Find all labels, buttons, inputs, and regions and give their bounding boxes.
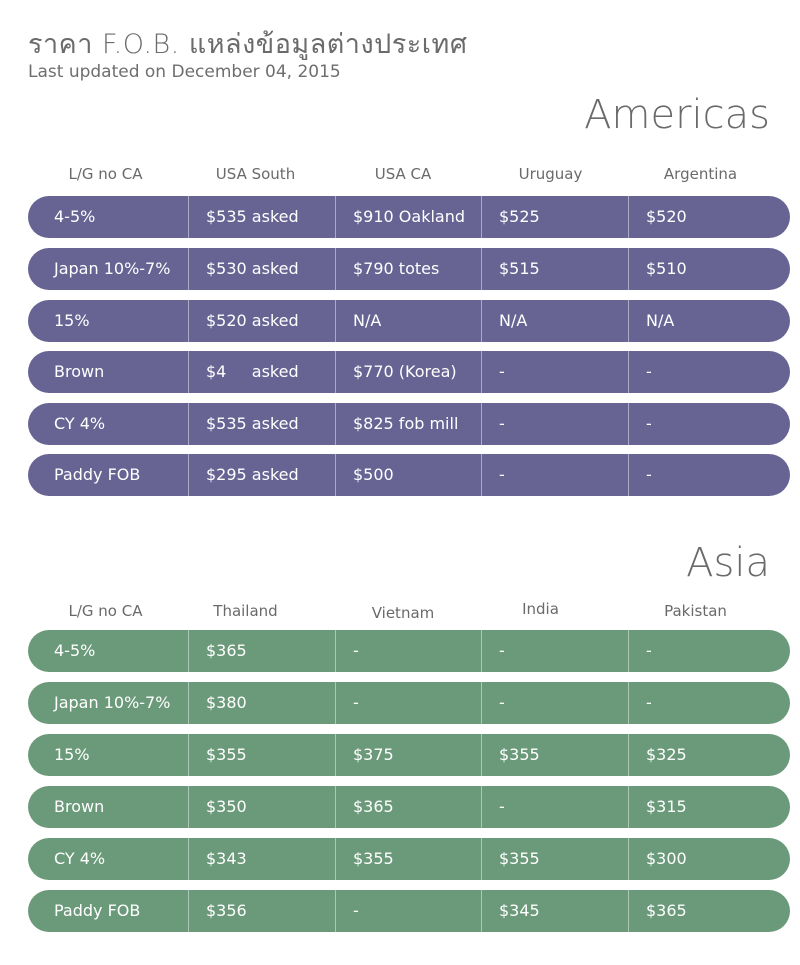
price-cell: $365 [188, 630, 335, 672]
price-cell: - [628, 630, 790, 672]
row-label: Paddy FOB [54, 901, 141, 920]
asia-header-india: India [522, 600, 559, 618]
price-cell: - [335, 890, 481, 932]
price-cell: - [628, 351, 790, 393]
price-cell: $525 [481, 196, 628, 238]
asia-header-pakistan: Pakistan [664, 602, 727, 620]
price-cell: N/A [481, 300, 628, 342]
price-cell: $530 asked [188, 248, 335, 290]
americas-header-usa-ca: USA CA [374, 165, 432, 183]
price-cell: $510 [628, 248, 790, 290]
price-cell: $355 [188, 734, 335, 776]
americas-row-15 [28, 300, 790, 342]
price-cell: $535 asked [188, 403, 335, 445]
americas-header-usa-south: USA South [215, 165, 296, 183]
price-cell: - [481, 403, 628, 445]
price-cell: $295 asked [188, 454, 335, 496]
page-title: ราคา F.O.B. แหล่งข้อมูลต่างประเทศ [28, 29, 468, 60]
price-cell: $365 [628, 890, 790, 932]
price-cell: $825 fob mill [335, 403, 481, 445]
americas-row-4-5 [28, 196, 790, 238]
price-cell: $535 asked [188, 196, 335, 238]
price-cell: - [628, 403, 790, 445]
last-updated-text: Last updated on December 04, 2015 [28, 62, 341, 82]
price-cell: - [481, 454, 628, 496]
americas-header-argentina: Argentina [663, 165, 738, 183]
price-cell: $350 [188, 786, 335, 828]
price-cell: N/A [335, 300, 481, 342]
price-cell: - [628, 682, 790, 724]
price-cell: $345 [481, 890, 628, 932]
row-label: 4-5% [54, 641, 96, 660]
price-cell: - [481, 786, 628, 828]
price-cell: $4 asked [188, 351, 335, 393]
row-label: Brown [54, 362, 105, 381]
row-label: Brown [54, 797, 105, 816]
price-cell: $500 [335, 454, 481, 496]
price-cell: - [628, 454, 790, 496]
price-cell: $325 [628, 734, 790, 776]
price-cell: $380 [188, 682, 335, 724]
asia-row-paddy [28, 890, 790, 932]
price-cell: - [481, 630, 628, 672]
row-label: 15% [54, 745, 90, 764]
price-cell: $315 [628, 786, 790, 828]
americas-header-uruguay: Uruguay [518, 165, 583, 183]
price-cell: $365 [335, 786, 481, 828]
row-label: 4-5% [54, 207, 96, 226]
asia-row-cy [28, 838, 790, 880]
americas-row-cy [28, 403, 790, 445]
price-cell: N/A [628, 300, 790, 342]
asia-row-15 [28, 734, 790, 776]
asia-header-grade: L/G no CA [68, 602, 143, 620]
price-cell: - [335, 682, 481, 724]
price-cell: $355 [481, 734, 628, 776]
asia-header-thailand: Thailand [213, 602, 278, 620]
price-cell: $520 [628, 196, 790, 238]
price-cell: - [335, 630, 481, 672]
price-cell: $375 [335, 734, 481, 776]
price-cell: $355 [481, 838, 628, 880]
asia-header-row [28, 602, 790, 626]
price-cell: - [481, 682, 628, 724]
price-cell: $520 asked [188, 300, 335, 342]
americas-title: Americas [584, 92, 770, 138]
americas-row-paddy [28, 454, 790, 496]
price-cell: $910 Oakland [335, 196, 481, 238]
americas-row-japan [28, 248, 790, 290]
americas-header-grade: L/G no CA [68, 165, 143, 183]
price-cell: $300 [628, 838, 790, 880]
row-label: CY 4% [54, 849, 106, 868]
price-cell: $770 (Korea) [335, 351, 481, 393]
price-cell: $790 totes [335, 248, 481, 290]
americas-header-row [28, 165, 790, 189]
price-cell: $355 [335, 838, 481, 880]
row-label: Japan 10%-7% [54, 693, 171, 712]
price-cell: - [481, 351, 628, 393]
row-label: Japan 10%-7% [54, 259, 171, 278]
americas-row-brown [28, 351, 790, 393]
price-cell: $515 [481, 248, 628, 290]
price-cell: $356 [188, 890, 335, 932]
row-label: Paddy FOB [54, 465, 141, 484]
asia-row-japan [28, 682, 790, 724]
price-cell: $343 [188, 838, 335, 880]
row-label: CY 4% [54, 414, 106, 433]
asia-row-4-5 [28, 630, 790, 672]
row-label: 15% [54, 311, 90, 330]
asia-header-vietnam: Vietnam [371, 604, 435, 622]
asia-row-brown [28, 786, 790, 828]
asia-title: Asia [686, 540, 770, 586]
